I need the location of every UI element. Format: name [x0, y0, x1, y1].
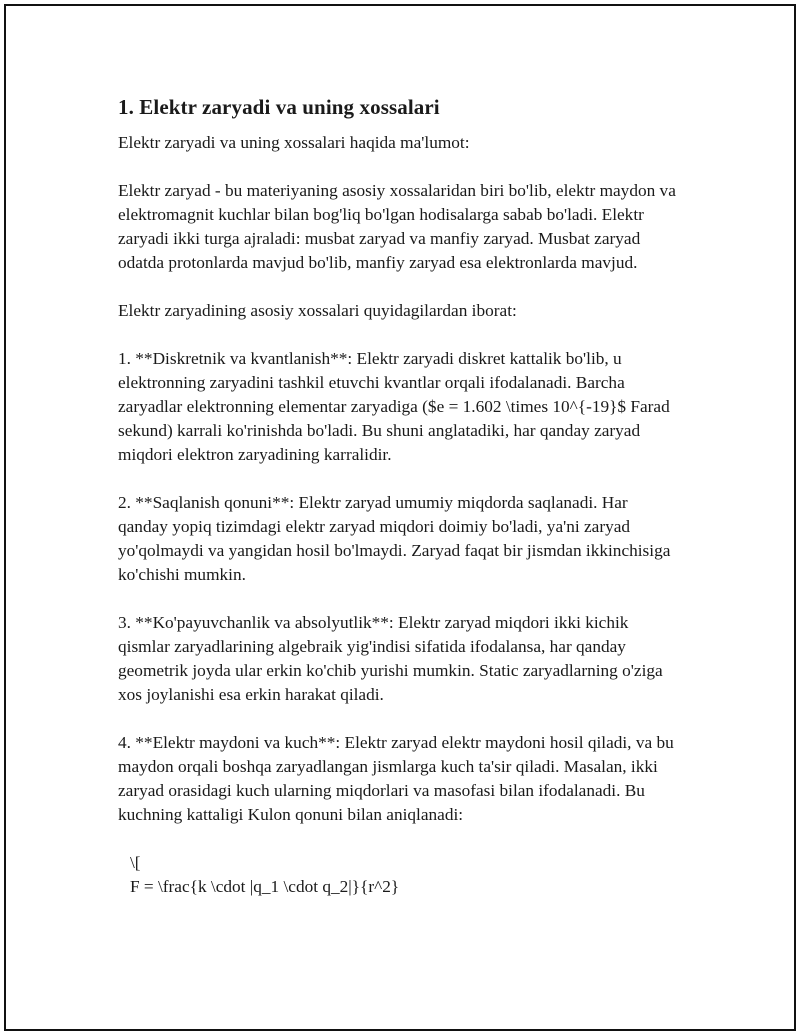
coulomb-formula [118, 851, 678, 899]
property-3-paragraph: 3. **Ko'payuvchanlik va absolyutlik**: Elektr zaryad miqdori ikki kichik qismlar zaryadlarining algebraik yig'indisi sifatida ifodalansa, har qanday geometrik joyda ular erkin ko'chib yurishi mumkin. Static zaryadlarning o'ziga xos joylanishi esa erkin harakat qiladi. [118, 613, 663, 704]
document-body [118, 93, 678, 899]
formula-expression: F = \frac{k \cdot |q_1 \cdot q_2|}{r^2} [130, 877, 400, 896]
definition-paragraph: Elektr zaryad - bu materiyaning asosiy xossalaridan biri bo'lib, elektr maydon va elektromagnit kuchlar bilan bog'liq bo'lgan hodisalarga sabab bo'ladi. Elektr zaryadi ikki turga ajraladi: musbat zaryad va manfiy zaryad. Musbat zaryad odatda protonlarda mavjud bo'lib, manfiy zaryad esa elektronlarda mavjud. [118, 181, 676, 272]
section-heading: 1. Elektr zaryadi va uning xossalari [118, 95, 440, 119]
intro-paragraph: Elektr zaryadi va uning xossalari haqida ma'lumot: [118, 133, 470, 152]
property-1-paragraph: 1. **Diskretnik va kvantlanish**: Elektr zaryadi diskret kattalik bo'lib, u elektronning zaryadini tashkil etuvchi kvantlar orqali ifodalanadi. Barcha zaryadlar elektronning elementar zaryadiga ($e = 1.602 \times 10^{-19}$ Farad sekund) karrali ko'rinishda bo'ladi. Bu shuni anglatadiki, har qanday zaryad miqdori elektron zaryadining karralidir. [118, 349, 670, 464]
property-2-paragraph: 2. **Saqlanish qonuni**: Elektr zaryad umumiy miqdorda saqlanadi. Har qanday yopiq tizimdagi elektr zaryad miqdori doimiy bo'ladi, ya'ni zaryad yo'qolmaydi va yangidan hosil bo'lmaydi. Zaryad faqat bir jismdan ikkinchisiga ko'chishi mumkin. [118, 493, 671, 584]
property-4-paragraph: 4. **Elektr maydoni va kuch**: Elektr zaryad elektr maydoni hosil qiladi, va bu maydon orqali boshqa zaryadlangan jismlarga kuch ta'sir qiladi. Masalan, ikki zaryad orasidagi kuch ularning miqdorlari va masofasi bilan ifodalanadi. Bu kuchning kattaligi Kulon qonuni bilan aniqlanadi: [118, 733, 674, 824]
formula-open-delimiter: \[ [130, 853, 141, 872]
properties-intro-paragraph: Elektr zaryadining asosiy xossalari quyidagilardan iborat: [118, 301, 517, 320]
